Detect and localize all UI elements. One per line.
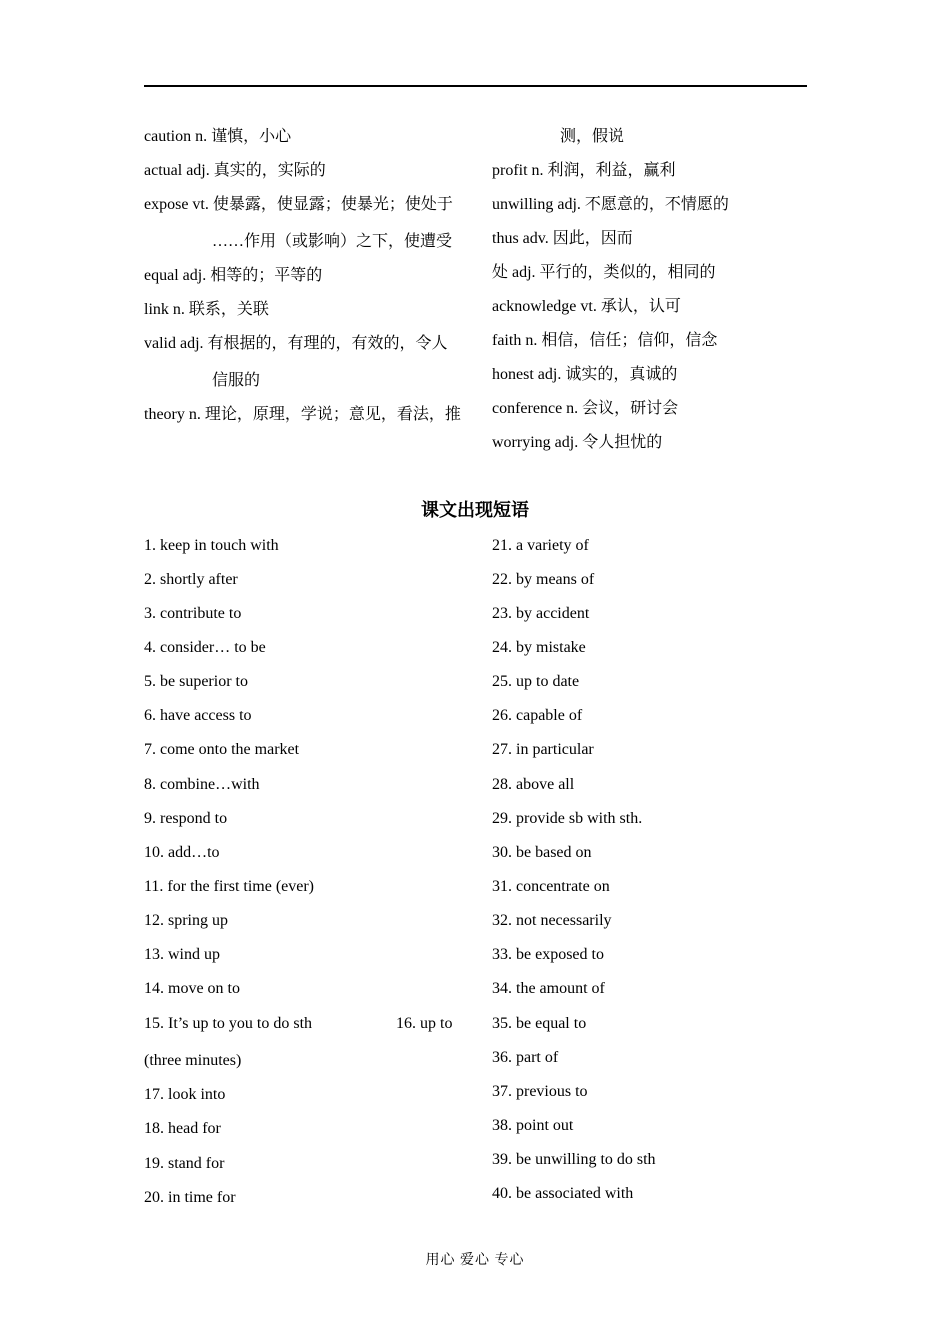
phrase-item: 5. be superior to (144, 673, 248, 690)
phrase-item: 18. head for (144, 1120, 221, 1137)
phrase-item: 40. be associated with (492, 1185, 634, 1202)
vocab-entry-actual: actual adj. 真实的，实际的 (144, 162, 326, 179)
page-footer: 用心 爱心 专心 (425, 1253, 525, 1268)
vocab-entry-faith: faith n. 相信，信任；信仰，信念 (492, 332, 718, 349)
vocab-entry-expose: expose vt. 使暴露，使显露；使暴光；使处于 (144, 196, 453, 213)
phrase-item: 20. in time for (144, 1189, 236, 1206)
phrase-item: 7. come onto the market (144, 741, 300, 758)
vocab-entry-acknowledge: acknowledge vt. 承认，认可 (492, 298, 681, 315)
phrase-item: 38. point out (492, 1117, 574, 1134)
vocab-entry-thus: thus adv. 因此，因而 (492, 230, 633, 247)
vocab-entry-theory-continued: 测，假说 (560, 128, 625, 145)
header-rule (144, 85, 807, 87)
phrase-item: 11. for the first time (ever) (144, 878, 315, 895)
phrase-item: 17. look into (144, 1086, 226, 1103)
phrase-item: 35. be equal to (492, 1015, 587, 1032)
phrase-item: 15. It’s up to you to do sth (144, 1015, 313, 1032)
phrase-item: 12. spring up (144, 912, 228, 929)
phrase-item-continued: (three minutes) (144, 1052, 242, 1069)
phrase-item: 26. capable of (492, 707, 583, 724)
vocab-entry-link: link n. 联系，关联 (144, 301, 269, 318)
vocab-entry-conference: conference n. 会议，研讨会 (492, 400, 679, 417)
vocab-entry-equal: equal adj. 相等的；平等的 (144, 267, 323, 284)
vocab-entry-worrying: worrying adj. 令人担忧的 (492, 434, 663, 451)
phrase-item: 21. a variety of (492, 537, 589, 554)
phrase-item: 29. provide sb with sth. (492, 810, 643, 827)
vocab-entry-profit: profit n. 利润，利益，赢利 (492, 162, 676, 179)
phrase-item: 30. be based on (492, 844, 592, 861)
phrase-item: 33. be exposed to (492, 946, 604, 963)
phrase-item: 19. stand for (144, 1155, 225, 1172)
vocab-entry-honest: honest adj. 诚实的，真诚的 (492, 366, 678, 383)
phrase-item: 6. have access to (144, 707, 252, 724)
phrase-item: 39. be unwilling to do sth (492, 1151, 656, 1168)
vocab-entry-theory: theory n. 理论，原理，学说；意见，看法，推 (144, 406, 461, 423)
vocab-entry-parallel: 处 adj. 平行的，类似的，相同的 (492, 264, 716, 281)
phrase-item: 25. up to date (492, 673, 580, 690)
vocab-entry-unwilling: unwilling adj. 不愿意的，不情愿的 (492, 196, 729, 213)
phrase-item: 27. in particular (492, 741, 594, 758)
phrase-item: 3. contribute to (144, 605, 242, 622)
phrase-item: 24. by mistake (492, 639, 586, 656)
phrase-item: 16. up to (396, 1015, 453, 1032)
phrase-item: 22. by means of (492, 571, 595, 588)
phrase-item: 10. add…to (144, 844, 220, 861)
phrase-item: 31. concentrate on (492, 878, 610, 895)
phrase-item: 23. by accident (492, 605, 590, 622)
phrase-item: 2. shortly after (144, 571, 238, 588)
phrase-item: 32. not necessarily (492, 912, 612, 929)
vocab-entry-valid-continued: 信服的 (212, 372, 261, 389)
phrase-item: 34. the amount of (492, 980, 605, 997)
phrase-item: 9. respond to (144, 810, 228, 827)
section-title: 课文出现短语 (421, 500, 529, 521)
vocab-entry-expose-continued: ……作用（或影响）之下，使遭受 (212, 233, 453, 250)
phrase-item: 4. consider… to be (144, 639, 266, 656)
phrase-item: 1. keep in touch with (144, 537, 279, 554)
phrase-item: 36. part of (492, 1049, 559, 1066)
phrase-item: 8. combine…with (144, 776, 260, 793)
phrase-item: 14. move on to (144, 980, 240, 997)
phrase-item: 37. previous to (492, 1083, 588, 1100)
phrase-item: 28. above all (492, 776, 575, 793)
phrase-item: 13. wind up (144, 946, 220, 963)
vocab-entry-valid: valid adj. 有根据的，有理的，有效的，令人 (144, 335, 448, 352)
vocab-entry-caution: caution n. 谨慎，小心 (144, 128, 292, 145)
